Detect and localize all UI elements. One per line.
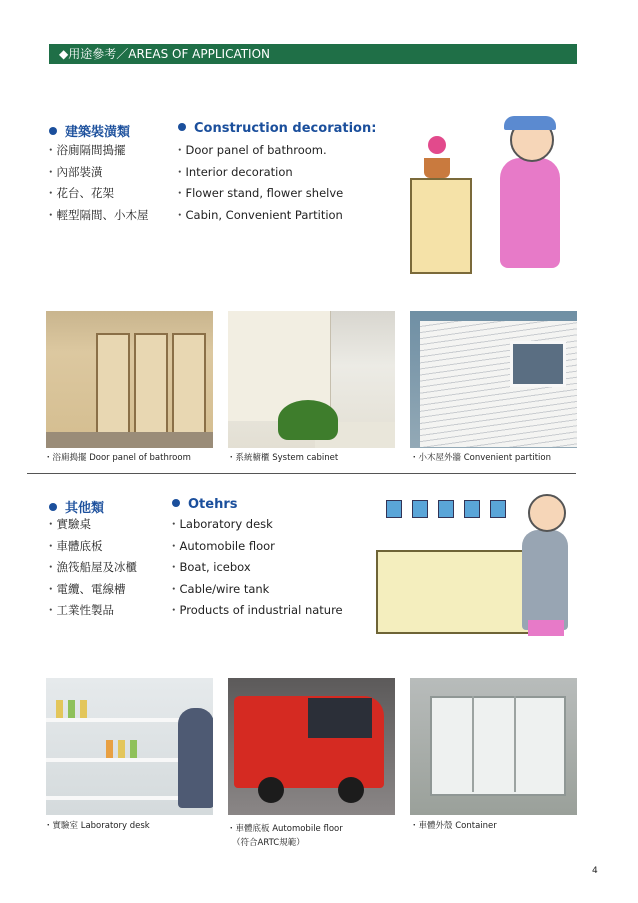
list-item: ・ Boat, icebox [168,557,343,579]
photo-caption: ・ 車體底板 Automobile floor [227,823,343,835]
section2-en-heading [172,497,238,512]
list-item: ・ 輕型隔間、小木屋 [45,205,149,227]
bullet-dot-icon [178,123,186,131]
section1-en-list [174,140,343,226]
list-item: ・ Flower stand, flower shelve [174,183,343,205]
list-item: ・ 花台、花架 [45,183,149,205]
list-item: ・ 電纜、電線槽 [45,579,137,601]
flask-icon [490,500,506,518]
list-item: ・ Products of industrial nature [168,600,343,622]
section1-en-heading [178,121,376,136]
section1-zh-list [45,140,149,226]
header-title: ◆用途參考／AREAS OF APPLICATION [59,47,271,61]
list-item: ・ 實驗桌 [45,514,137,536]
flower-icon [428,136,446,154]
flask-icon [464,500,480,518]
scientist-illustration [372,490,577,640]
hat-shape [504,116,556,130]
list-item: ・ 車體底板 [45,536,137,558]
list-item: ・ Cabin, Convenient Partition [174,205,343,227]
list-item: ・ Door panel of bathroom. [174,140,343,162]
flask-icon [412,500,428,518]
section2-zh-list [45,514,137,622]
photo-caption-note: （符合ARTC規範） [232,838,305,848]
bus-photo [228,678,395,815]
lab-cabinet-shape [376,550,530,634]
head-shape [528,494,566,532]
overalls-shape [500,158,560,268]
flask-icon [386,500,402,518]
legs-shape [528,620,564,636]
page-number: 4 [592,866,598,876]
bullet-dot-icon [49,127,57,135]
list-item: ・ Cable/wire tank [168,579,343,601]
section1-zh-heading-text: 建築裝潢類 [65,125,131,140]
flask-icon [438,500,454,518]
bathroom-partition-photo [46,311,213,448]
bullet-dot-icon [172,499,180,507]
flower-pot-shape [424,158,450,178]
photo-caption: ・ 實驗室 Laboratory desk [44,820,150,832]
system-cabinet-photo [228,311,395,448]
lab-coat-shape [522,530,568,630]
stand-shape [410,178,472,274]
photo-caption: ・ 小木屋外牆 Convenient partition [410,452,551,464]
section2-zh-heading-text: 其他類 [65,501,105,516]
photo-caption: ・ 車體外殼 Container [410,820,497,832]
photo-caption: ・ 系統櫥櫃 System cabinet [227,452,338,464]
section1-en-heading-text: Construction decoration: [194,121,377,136]
section-header-bar [49,44,577,64]
list-item: ・ 工業性製品 [45,600,137,622]
section-divider [27,473,576,474]
bullet-dot-icon [49,503,57,511]
list-item: ・ Automobile floor [168,536,343,558]
gardener-illustration [400,118,580,278]
photo-caption: ・ 浴廁搗擺 Door panel of bathroom [44,452,191,464]
section2-en-heading-text: Otehrs [188,497,238,512]
section2-en-list [168,514,343,622]
list-item: ・ 內部裝潢 [45,162,149,184]
laboratory-photo [46,678,213,815]
list-item: ・ Interior decoration [174,162,343,184]
cabin-wall-photo [410,311,577,448]
container-photo [410,678,577,815]
list-item: ・ 浴廁隔間搗擺 [45,140,149,162]
list-item: ・ 漁筏船屋及冰櫃 [45,557,137,579]
list-item: ・ Laboratory desk [168,514,343,536]
section1-zh-heading [49,121,130,140]
